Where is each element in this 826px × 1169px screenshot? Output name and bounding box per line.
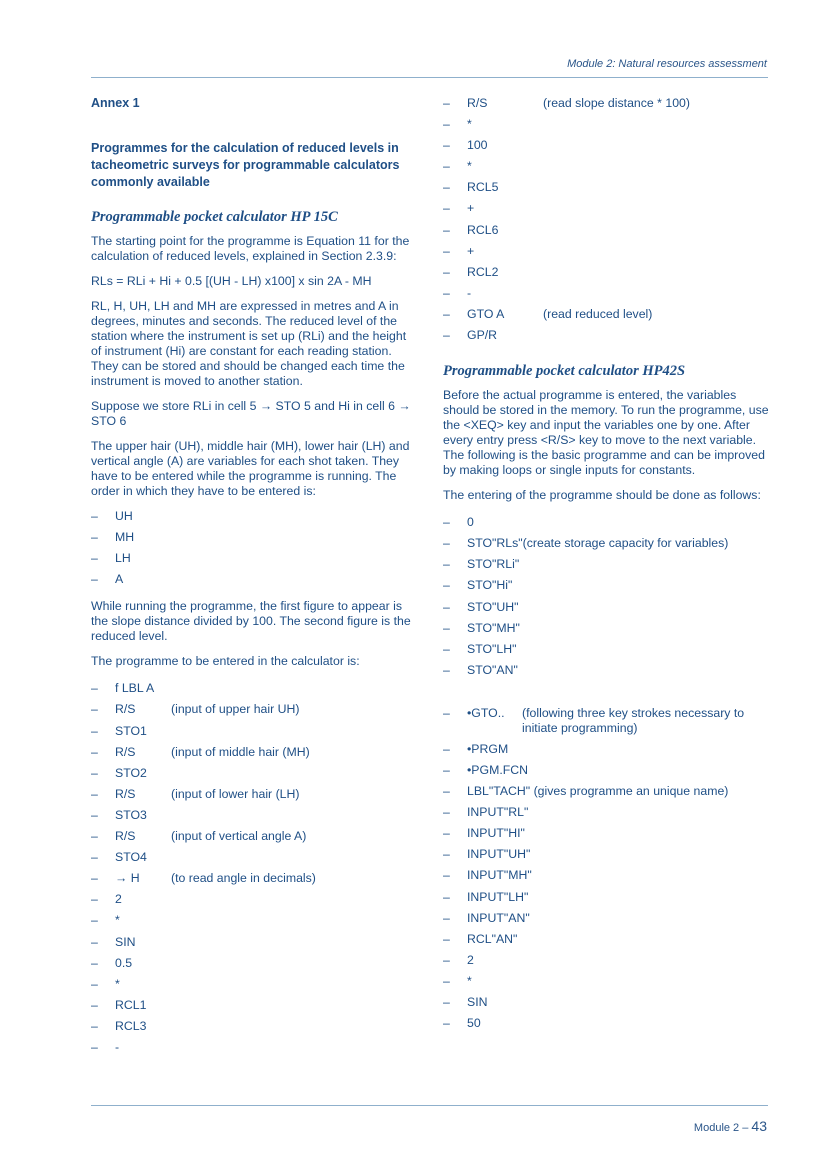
left-column (91, 96, 417, 1061)
programme-intro: The programme to be entered in the calculator is: (91, 654, 360, 669)
hp42s-intro: Before the actual programme is entered, the variables should be stored in the memory. To run the programme, use the <XEQ> key and input the variables one by one. After every entry press <R/S> key to move to the next variable. The following is the basic programme and can be improved by making loops or single inputs for constants. (443, 388, 769, 478)
list-item: – RCL6 (443, 222, 499, 237)
hp15c-programme-continued (443, 96, 769, 349)
list-item: – •GTO.. (following three key strokes necessary to initiate programming) (443, 705, 745, 735)
list-item: – 2 (443, 952, 474, 967)
header-rule (91, 77, 768, 78)
list-item: – INPUT"RL" (443, 805, 529, 820)
hp42s-heading: Programmable pocket calculator HP42S (443, 363, 686, 380)
intro-paragraph: The starting point for the programme is Equation 11 for the calculation of reduced levels, explained in Section 2.3.9: (91, 234, 410, 263)
list-item: – INPUT"MH" (443, 868, 532, 883)
list-item: – A (91, 572, 124, 587)
list-item: – STO"AN" (443, 662, 518, 677)
hp15c-programme-list (91, 681, 417, 1061)
list-item: – R/S (read slope distance * 100) (443, 96, 690, 110)
storage-paragraph: Suppose we store RLi in cell 5 → STO 5 and Hi in cell 6 → STO 6 (91, 399, 411, 428)
hp42s-entering: The entering of the programme should be done as follows: (443, 488, 761, 503)
list-item: – 50 (443, 1016, 481, 1031)
list-item: – MH (91, 530, 135, 545)
list-item: – 0 (443, 515, 474, 530)
list-item: – LH (91, 551, 131, 566)
list-item: – RCL3 (91, 1018, 147, 1033)
list-item: – + (443, 201, 475, 216)
list-item: – STO2 (91, 765, 147, 780)
list-item: – RCL"AN" (443, 931, 518, 946)
list-item: – STO"RLs"(create storage capacity for variables) (443, 536, 729, 551)
list-item: – STO"RLi" (443, 557, 520, 572)
list-item: – UH (91, 509, 133, 523)
list-item: – STO"MH" (443, 620, 520, 635)
list-item: – R/S (input of vertical angle A) (91, 829, 307, 844)
list-item: – INPUT"AN" (443, 910, 530, 925)
list-item: – INPUT"LH" (443, 889, 529, 904)
footer-rule (91, 1105, 768, 1106)
list-item: – RCL1 (91, 997, 147, 1012)
list-item: – SIN (443, 995, 488, 1009)
running-paragraph: While running the programme, the first figure to appear is the slope distance divided by 100. The second figure is the reduced level. (91, 599, 411, 644)
list-item: – - (443, 285, 472, 300)
list-item: – R/S (input of middle hair (MH) (91, 744, 310, 759)
list-item: – INPUT"HI" (443, 826, 525, 841)
list-item: – •PGM.FCN (443, 762, 529, 777)
list-item: – GP/R (443, 328, 498, 343)
entry-order-list (91, 509, 417, 593)
list-item: – INPUT"UH" (443, 847, 531, 862)
list-item: – STO4 (91, 850, 147, 865)
list-item: – * (443, 117, 472, 132)
list-item: – R/S (input of upper hair UH) (91, 702, 300, 717)
list-item: – 100 (443, 138, 488, 153)
list-item: – * (443, 159, 472, 174)
list-item: – STO1 (91, 723, 147, 738)
list-item: – f LBL A (91, 681, 155, 696)
equation: RLs = RLi + Hi + 0.5 [(UH - LH) x100] x sin 2A - MH (91, 274, 372, 288)
list-item: – 0.5 (91, 955, 133, 970)
programmes-title: Programmes for the calculation of reduced levels in tacheometric surveys for programmable calculators commonly available (91, 141, 400, 189)
list-item: – + (443, 243, 475, 258)
hp15c-heading: Programmable pocket calculator HP 15C (91, 209, 338, 225)
list-item: – 2 (91, 892, 122, 907)
variables-paragraph: RL, H, UH, LH and MH are expressed in metres and A in degrees, minutes and seconds. The reduced level of the station where the instrument is set up (RLi) and the height of instrument (Hi) are constant for each reading station. They can be stored and should be changed each time the instrument is moved to another station. (91, 299, 407, 388)
list-item: – * (91, 976, 120, 991)
storage-list (443, 515, 769, 684)
annex-heading: Annex 1 (91, 96, 140, 110)
list-item: – RCL2 (443, 264, 499, 279)
list-item: – - (91, 1039, 120, 1054)
list-item: – RCL5 (443, 180, 499, 195)
list-item: – GTO A (read reduced level) (443, 306, 653, 321)
list-item: – STO"LH" (443, 641, 517, 656)
list-item: – * (443, 973, 472, 988)
hp42s-programme-list (443, 742, 769, 1037)
page-number: Module 2 – 43 (693, 1118, 767, 1134)
list-item: – STO"UH" (443, 599, 519, 614)
list-item: – → H (to read angle in decimals) (91, 871, 316, 886)
list-item: – •PRGM (443, 741, 509, 756)
hairs-paragraph: The upper hair (UH), middle hair (MH), lower hair (LH) and vertical angle (A) are variables for each shot taken. They have to be entered while the programme is running. The order in which they have to be entered is: (91, 439, 410, 498)
right-column (443, 96, 769, 1037)
list-item: – STO"Hi" (443, 578, 513, 593)
running-header: Module 2: Natural resources assessment (567, 58, 767, 70)
list-item: – * (91, 913, 120, 928)
list-item: – LBL"TACH" (gives programme an unique name) (443, 784, 729, 799)
gto-list (443, 706, 769, 742)
list-item: – SIN (91, 934, 136, 949)
list-item: – R/S (input of lower hair (LH) (91, 786, 300, 801)
list-item: – STO3 (91, 807, 147, 822)
